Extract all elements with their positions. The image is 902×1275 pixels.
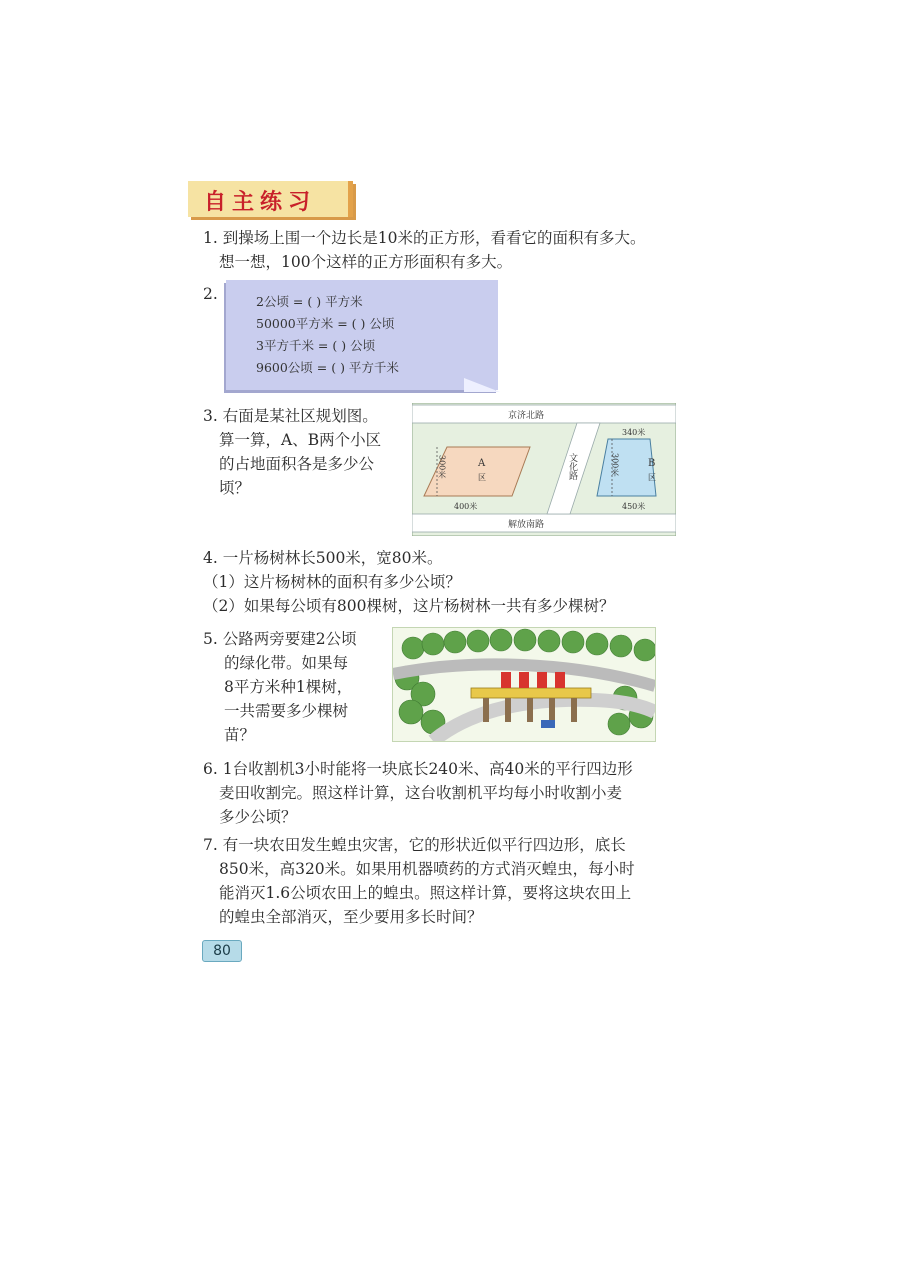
q6-line-3: 多少公顷？ [219, 808, 297, 826]
q5-line-5: 苗？ [224, 726, 256, 744]
road-top-label: 京济北路 [508, 411, 545, 421]
road-middle-label: 文化路 [567, 453, 577, 480]
toll-sign [537, 672, 547, 688]
q2-conversion-line: 50000平方米 = ( ) 公顷 [256, 316, 395, 331]
block-a-label: A [478, 458, 486, 469]
q4-line-1: 4. 一片杨树林长500米，宽80米。 [203, 549, 443, 567]
q3-line-4: 顷？ [219, 479, 251, 497]
toll-sign [555, 672, 565, 688]
q1-line-2: 想一想，100个这样的正方形面积有多大。 [219, 253, 513, 271]
block-b-sub: 区 [648, 473, 656, 482]
q7-line-4: 的蝗虫全部消灭，至少要用多长时间？ [219, 908, 483, 926]
toll-roof [471, 688, 591, 698]
q5-line-1: 5. 公路两旁要建2公顷 [203, 630, 357, 648]
block-b-top-label: 340米 [622, 428, 646, 437]
section-title-banner [188, 181, 353, 217]
q1-line-1: 1. 到操场上围一个边长是10米的正方形，看看它的面积有多大。 [203, 229, 646, 247]
community-plan-map [412, 403, 676, 536]
highway-illustration [392, 627, 656, 742]
block-b-base-label: 450米 [622, 502, 646, 511]
q2-conversion-card [226, 280, 498, 390]
q2-number: 2. [203, 285, 218, 303]
q4-sub-2: （2）如果每公顷有800棵树，这片杨树林一共有多少棵树？ [203, 597, 615, 615]
block-b-label: B [648, 458, 656, 469]
highway-scene-svg [393, 628, 655, 741]
toll-sign [519, 672, 529, 688]
section-title: 自主练习 [204, 190, 317, 215]
toll-sign [501, 672, 511, 688]
block-b-height-label: 300米 [610, 453, 620, 477]
q4-sub-1: （1）这片杨树林的面积有多少公顷？ [203, 573, 461, 591]
q5-line-3: 8平方米种1棵树， [224, 678, 353, 696]
block-a-height-label: 300米 [437, 455, 447, 479]
q7-line-1: 7. 有一块农田发生蝗虫灾害，它的形状近似平行四边形，底长 [203, 836, 626, 854]
q2-conversion-line: 3平方千米 = ( ) 公顷 [256, 338, 376, 353]
q3-line-2: 算一算，A、B两个小区 [219, 431, 382, 449]
q2-conversion-line: 2公顷 = ( ) 平方米 [256, 294, 363, 309]
car [541, 720, 555, 728]
block-a-sub: 区 [478, 473, 486, 482]
q5-line-2: 的绿化带。如果每 [224, 654, 349, 672]
q7-line-3: 能消灭1.6公顷农田上的蝗虫。照这样计算，要将这块农田上 [219, 884, 632, 902]
q5-line-4: 一共需要多少棵树 [224, 702, 349, 720]
q7-line-2: 850米，高320米。如果用机器喷药的方式消灭蝗虫，每小时 [219, 860, 635, 878]
card-folded-corner [464, 378, 500, 392]
q3-line-1: 3. 右面是某社区规划图。 [203, 407, 378, 425]
q6-line-2: 麦田收割完。照这样计算，这台收割机平均每小时收割小麦 [219, 784, 623, 802]
road-bottom-label: 解放南路 [508, 520, 545, 530]
q2-conversion-line: 9600公顷 = ( ) 平方千米 [256, 360, 399, 375]
page-number: 80 [202, 940, 242, 962]
q6-line-1: 6. 1台收割机3小时能将一块底长240米、高40米的平行四边形 [203, 760, 633, 778]
q3-line-3: 的占地面积各是多少公 [219, 455, 375, 473]
block-a-base-label: 400米 [454, 502, 478, 511]
